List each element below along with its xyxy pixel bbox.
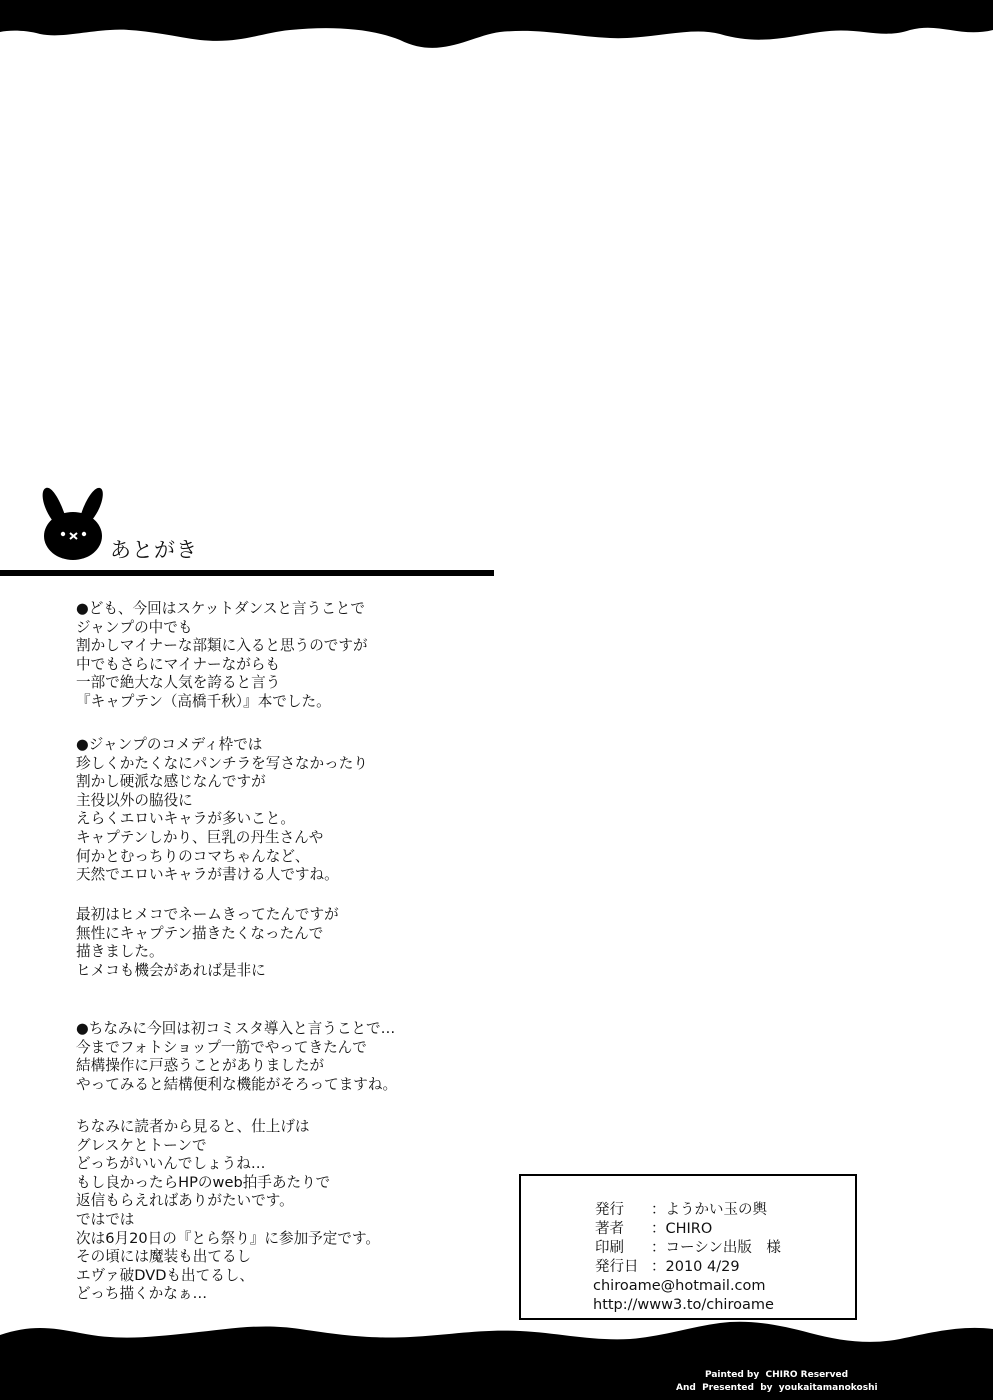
colophon-key: 著者	[595, 1221, 624, 1237]
contact-url[interactable]: http://www3.to/chiroame	[593, 1297, 774, 1313]
colophon-row-printer	[595, 1236, 781, 1257]
credit-line-presented: And Presented by youkaitamanokoshi	[676, 1383, 878, 1393]
colophon-box	[519, 1174, 857, 1320]
text-line: キャプテンしかり、巨乳の丹生さんや	[76, 828, 324, 846]
colophon-row-author	[595, 1217, 712, 1238]
colophon-row-date	[595, 1255, 740, 1276]
text-line: 割かし硬派な感じなんですが	[76, 773, 266, 791]
colophon-value: ：2010 4/29	[651, 1259, 740, 1275]
text-line: どっち描くかなぁ…	[76, 1285, 208, 1303]
paragraph-3	[76, 906, 339, 980]
paragraph-4	[76, 1020, 397, 1094]
text-line: 中でもさらにマイナーながらも	[76, 655, 281, 673]
colophon-value: ：ようかい玉の輿	[651, 1202, 767, 1218]
text-line: 今までフォトショップ一筋でやってきたんで	[76, 1038, 367, 1056]
text-line: ●ども、今回はスケットダンスと言うことで	[76, 600, 365, 617]
text-line: ではでは	[76, 1210, 135, 1228]
text-line: えらくエロいキャラが多いこと。	[76, 810, 295, 828]
text-line: 最初はヒメコでネームきってたんですが	[76, 906, 339, 923]
rabbit-mascot-icon	[38, 486, 108, 562]
text-line: もし良かったらHPのweb拍手あたりで	[76, 1173, 331, 1191]
text-line: 天然でエロいキャラが書ける人ですね。	[76, 866, 339, 884]
text-line: エヴァ破DVDも出てるし、	[76, 1266, 254, 1284]
text-line: どっちがいいんでしょうね…	[76, 1155, 266, 1173]
text-line: 何かとむっちりのコマちゃんなど、	[76, 847, 310, 865]
text-line: グレスケとトーンで	[76, 1136, 207, 1154]
afterword-title: あとがき	[110, 538, 198, 562]
text-line: ●ジャンプのコメディ枠では	[76, 736, 263, 753]
credit-line-painted: Painted by CHIRO Reserved	[705, 1370, 849, 1380]
colophon-value: ：コーシン出版 様	[651, 1240, 781, 1256]
paragraph-5	[76, 1118, 380, 1304]
text-line: ちなみに読者から見ると、仕上げは	[76, 1118, 310, 1135]
top-border-decoration	[0, 0, 993, 70]
text-line: 返信もらえればありがたいです。	[76, 1192, 294, 1210]
text-line: その頃には魔装も出てるし	[76, 1248, 252, 1266]
text-line: やってみると結構便利な機能がそろってますね。	[76, 1075, 398, 1093]
colophon-key: 印刷	[595, 1240, 624, 1256]
text-line: ヒメコも機会があれば是非に	[76, 961, 266, 979]
colophon-value: ：CHIRO	[651, 1221, 713, 1237]
paragraph-2	[76, 736, 368, 885]
text-line: 無性にキャプテン描きたくなったんで	[76, 924, 324, 942]
paragraph-1	[76, 600, 368, 712]
text-line: 結構操作に戸惑うことがありましたが	[76, 1057, 325, 1075]
title-rule-divider	[0, 570, 494, 576]
text-line: ジャンプの中でも	[76, 618, 193, 636]
text-line: 割かしマイナーな部類に入ると思うのですが	[76, 637, 368, 655]
text-line: 次は6月20日の『とら祭り』に参加予定です。	[76, 1229, 380, 1247]
text-line: ●ちなみに今回は初コミスタ導入と言うことで…	[76, 1020, 396, 1037]
text-line: 描きました。	[76, 943, 164, 961]
colophon-key: 発行	[595, 1202, 624, 1218]
text-line: 一部で絶大な人気を誇ると言う	[76, 674, 281, 692]
text-line: 珍しくかたくなにパンチラを写さなかったり	[76, 754, 368, 772]
colophon-key: 発行日	[595, 1259, 639, 1275]
colophon-row-publisher	[595, 1198, 767, 1219]
contact-email[interactable]: chiroame@hotmail.com	[593, 1278, 766, 1294]
text-line: 『キャプテン（高橋千秋）』本でした。	[76, 692, 331, 710]
text-line: 主役以外の脇役に	[76, 791, 193, 809]
